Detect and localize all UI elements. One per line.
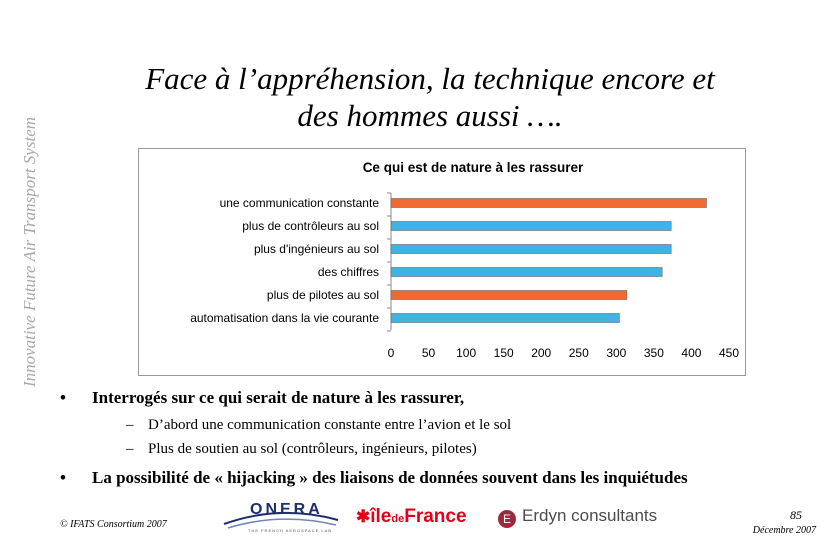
- x-tick-label: 200: [531, 346, 552, 360]
- idf-text-b: de: [391, 513, 405, 525]
- onera-logo: [220, 498, 342, 538]
- sub-bullet-2: [126, 441, 477, 458]
- title-line-1: Face à l’appréhension, la technique encore et: [145, 61, 715, 96]
- erdyn-wordmark: Erdyn consultants: [522, 506, 658, 525]
- bullet-1-text: Interrogés sur ce qui serait de nature à les rassurer,: [92, 388, 465, 407]
- side-caption: Innovative Future Air Transport System: [20, 116, 39, 388]
- category-label: des chiffres: [317, 265, 379, 279]
- x-tick-label: 0: [387, 346, 395, 360]
- idf-text-c: France: [404, 506, 467, 527]
- x-tick-label: 350: [643, 346, 664, 360]
- chart-title: Ce qui est de nature à les rassurer: [362, 160, 584, 175]
- idf-text-a: île: [370, 506, 392, 527]
- copyright-notice: © IFATS Consortium 2007: [60, 519, 167, 530]
- onera-tagline: THE FRENCH AEROSPACE LAB: [248, 528, 332, 533]
- bar: [391, 314, 619, 323]
- sub-bullet-1: [126, 417, 511, 434]
- category-label: plus de pilotes au sol: [266, 288, 379, 302]
- x-tick-label: 50: [421, 346, 436, 360]
- erdyn-logo: [498, 506, 657, 528]
- idf-star-icon: ✱: [356, 507, 371, 526]
- x-tick-label: 250: [568, 346, 589, 360]
- x-tick-label: 300: [606, 346, 627, 360]
- category-label: plus de contrôleurs au sol: [242, 219, 379, 233]
- page-title: [70, 60, 790, 134]
- x-tick-label: 400: [681, 346, 702, 360]
- footer-date: Décembre 2007: [752, 525, 816, 536]
- category-label: une communication constante: [219, 196, 379, 210]
- bar: [391, 222, 671, 231]
- bar: [391, 291, 627, 300]
- bullet-2: [60, 468, 688, 488]
- x-tick-label: 150: [493, 346, 514, 360]
- bar: [391, 245, 671, 254]
- bullet-2-glyph: •: [60, 468, 66, 487]
- bar-chart: [139, 149, 745, 375]
- sub-bullet-1-text: D’abord une communication constante entre l’avion et le sol: [148, 417, 512, 433]
- category-label: automatisation dans la vie courante: [190, 311, 379, 325]
- category-label: plus d'ingénieurs au sol: [253, 242, 379, 256]
- x-tick-label: 100: [456, 346, 477, 360]
- title-line-2: des hommes aussi ….: [297, 98, 563, 133]
- bar: [391, 199, 706, 208]
- bullet-1: [60, 388, 464, 408]
- chart-container: [138, 148, 746, 376]
- sub-bullet-2-text: Plus de soutien au sol (contrôleurs, ingénieurs, pilotes): [148, 441, 477, 457]
- onera-wordmark: ONERA: [250, 501, 323, 518]
- bullet-1-glyph: •: [60, 388, 66, 407]
- bullet-2-text: La possibilité de « hijacking » des liaisons de données souvent dans les inquiétudes: [92, 468, 688, 487]
- iledefrance-logo: [356, 506, 467, 528]
- sub-bullet-2-dash: –: [126, 441, 134, 457]
- bar: [391, 268, 662, 277]
- sub-bullet-1-dash: –: [126, 417, 134, 433]
- x-tick-label: 450: [718, 346, 740, 360]
- erdyn-mark-icon: E: [498, 510, 516, 528]
- page-number: 85: [790, 508, 802, 522]
